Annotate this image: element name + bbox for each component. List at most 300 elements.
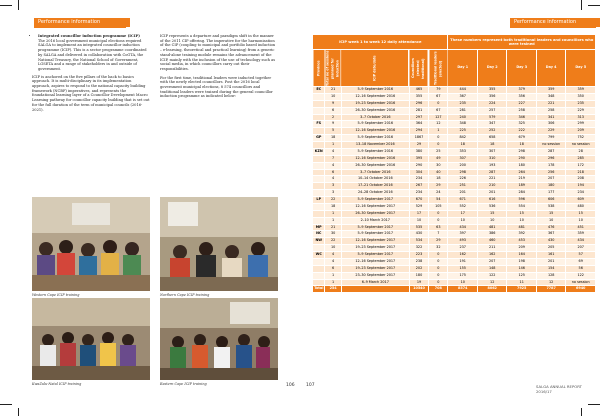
table-cell: 538 [536, 203, 565, 210]
table-total-row [313, 286, 596, 293]
table-cell: 180 [536, 183, 565, 190]
table-cell: 229 [536, 128, 565, 135]
table-cell: 224 [477, 100, 506, 107]
table-cell: NW [313, 238, 325, 245]
total-cell: 7787 [536, 286, 565, 293]
table-cell: 670 [409, 197, 428, 204]
table-cell [313, 265, 325, 272]
table-row [313, 155, 596, 162]
table-cell: 4 [325, 148, 341, 155]
table-cell: 0 [429, 272, 448, 279]
table-cell: 237 [448, 245, 477, 252]
table-cell: 18 [477, 142, 506, 149]
table-cell: 12 [429, 121, 448, 128]
table-cell: 0 [429, 258, 448, 265]
table-cell: 17 [448, 210, 477, 217]
table-cell [313, 114, 325, 121]
table-cell: 200 [448, 162, 477, 169]
table-row [313, 265, 596, 272]
table-cell: 1 [325, 217, 341, 224]
table-row [313, 224, 596, 231]
table-cell: 202 [409, 265, 428, 272]
table-cell: 180 [507, 162, 536, 169]
table-cell: 10 [448, 217, 477, 224]
table-cell: 307 [448, 155, 477, 162]
table-cell: 178 [536, 162, 565, 169]
table-cell: 221 [536, 100, 565, 107]
table-cell: 430 [409, 231, 428, 238]
table-cell: 227 [507, 100, 536, 107]
table-cell: 0 [429, 210, 448, 217]
table-row [313, 217, 596, 224]
table-cell: 25 [429, 148, 448, 155]
table-row [313, 176, 596, 183]
table-cell: 434 [566, 238, 596, 245]
total-cell: Total [313, 286, 325, 293]
table-cell: 3 [325, 183, 341, 190]
table-cell: 281 [409, 107, 428, 114]
table-cell: 235 [448, 100, 477, 107]
column-header: Day 4 [536, 50, 565, 87]
table-cell: 21 [325, 224, 341, 231]
table-cell: 356 [507, 93, 536, 100]
table-cell: 198 [507, 258, 536, 265]
table-cell: 234 [409, 176, 428, 183]
table-cell: 221 [477, 176, 506, 183]
column-header: Day 3 [507, 50, 536, 87]
crop-mark [581, 408, 582, 416]
photo-caption: Western Cape ICIP training [32, 293, 80, 297]
table-cell: 125 [507, 272, 536, 279]
table-cell: 251 [448, 183, 477, 190]
table-cell: 162 [477, 252, 506, 259]
table-cell: 287 [477, 169, 506, 176]
table-cell: 5–9 September 2016 [341, 121, 409, 128]
table-cell: 1 [325, 210, 341, 217]
table-row [313, 93, 596, 100]
column-header: Day 2 [477, 50, 506, 87]
table-cell: 5–9 September 2017 [341, 252, 409, 259]
table-cell: 4 [325, 258, 341, 265]
table-cell: 24 [429, 190, 448, 197]
table-row [313, 162, 596, 169]
table-cell: 12–16 September 2016 [341, 155, 409, 162]
table-cell: 10 [477, 217, 506, 224]
table-cell: 364 [409, 121, 428, 128]
table-cell [313, 162, 325, 169]
table-row [313, 238, 596, 245]
table-cell: 127 [429, 114, 448, 121]
table-cell [313, 190, 325, 197]
photo-caption: Northern Cape ICIP training [160, 293, 210, 297]
table-cell: 359 [536, 87, 565, 94]
photo-caption: Eastern Cape ICIP training [160, 382, 207, 386]
crop-mark [0, 404, 12, 405]
page-number: 106 [286, 383, 295, 388]
table-row [313, 135, 596, 142]
table-cell: 30 [325, 231, 341, 238]
table-cell: 285 [566, 155, 596, 162]
table-cell: 128 [536, 272, 565, 279]
table-cell: 355 [409, 93, 428, 100]
table-row [313, 190, 596, 197]
table-cell: 554 [507, 203, 536, 210]
table-row [313, 100, 596, 107]
crop-mark [18, 408, 19, 416]
table-cell: 5–9 September 2017 [341, 231, 409, 238]
paragraph: ICIP is anchored on the five pillars of the back to basics approach. It is multi-disciplinary in its implementation approach, aspires to respond to the national capacity building framework (NCBF) imperatives, and represents the foundational learning layer of a Councillor Development Macro Learning pathway for councillor capacity building that is set out for the full duration of the term of municipal councils (2016-2021). [32, 74, 150, 112]
table-cell: 234 [409, 190, 428, 197]
table-cell: 367 [536, 231, 565, 238]
table-cell: 12–16 September 2017 [341, 258, 409, 265]
table-cell: 367 [448, 93, 477, 100]
column-header: Traditional leaders (elected) [429, 50, 448, 87]
table-cell: 0 [429, 265, 448, 272]
table-cell: 13–18 November 2016 [341, 142, 409, 149]
table-cell: 122 [566, 272, 596, 279]
table-cell: 19–23 September 2016 [341, 100, 409, 107]
right-page [300, 0, 600, 416]
table-cell: 29 [409, 142, 428, 149]
table-cell: 257 [477, 107, 506, 114]
table-cell: 40 [429, 169, 448, 176]
table-cell: 17–21 October 2016 [341, 183, 409, 190]
table-cell: 5–9 September 2017 [341, 197, 409, 204]
table-cell: 207 [566, 245, 596, 252]
bullet-text: The 2016 local government municipal elections required SALGA to implement an integrated councillor induction programme (ICIP). This is a sector programme coordinated by SALGA and delivered in collaboration with CoGTA, the National Treasury, the National School of Government, LGSETA and a range of stakeholders in and outside of government. [38, 38, 147, 71]
table-cell: FS [313, 121, 325, 128]
table-cell: 12–16 September 2016 [341, 128, 409, 135]
table-cell: 356 [477, 93, 506, 100]
table-cell: 69 [566, 258, 596, 265]
table-cell: 679 [507, 135, 536, 142]
table-cell: 54 [429, 197, 448, 204]
total-cell: 8574 [448, 286, 477, 293]
table-cell: 1 [325, 142, 341, 149]
table-cell: 19–23 September 2017 [341, 245, 409, 252]
table-cell: 281 [448, 107, 477, 114]
bullet-list [32, 34, 150, 72]
table-cell: 310 [477, 155, 506, 162]
table-cell: NC [313, 231, 325, 238]
table-cell [313, 100, 325, 107]
table-cell: 842 [448, 135, 477, 142]
table-cell: 32 [429, 245, 448, 252]
table-cell: 480 [566, 203, 596, 210]
table-cell: 3–7 October 2016 [341, 114, 409, 121]
table-cell: 296 [536, 155, 565, 162]
table-row [313, 121, 596, 128]
table-cell: 606 [536, 197, 565, 204]
table-cell [313, 272, 325, 279]
group-header: These numbers represent both traditional leaders and councillors who were trained [448, 35, 596, 50]
table-cell: 313 [566, 114, 596, 121]
table-cell: 154 [536, 265, 565, 272]
table-cell: 536 [477, 203, 506, 210]
table-cell: 11 [507, 279, 536, 286]
table-cell: 10 [325, 93, 341, 100]
table-cell: 298 [507, 148, 536, 155]
table-cell: 10–14 October 2016 [341, 176, 409, 183]
table-cell: 5–9 September 2016 [341, 148, 409, 155]
table-cell: 298 [448, 169, 477, 176]
section-header: Performance information [34, 18, 130, 27]
table-cell: 1867 [409, 135, 428, 142]
table-cell: 56 [566, 265, 596, 272]
table-cell: 240 [448, 114, 477, 121]
table-cell: 28 [566, 148, 596, 155]
table-cell: 18 [325, 135, 341, 142]
table-cell [313, 93, 325, 100]
table-row [313, 169, 596, 176]
table-cell: 0 [429, 252, 448, 259]
table-row [313, 203, 596, 210]
table-cell: 4 [325, 176, 341, 183]
table-cell: 290 [507, 155, 536, 162]
table-cell: 529 [409, 203, 428, 210]
table-cell: 307 [477, 148, 506, 155]
table-cell: 180 [409, 272, 428, 279]
table-cell: 290 [409, 162, 428, 169]
table-cell: 616 [477, 197, 506, 204]
table-row [313, 231, 596, 238]
header-rule [510, 27, 596, 28]
table-cell: 235 [566, 100, 596, 107]
column-header: ICIP date/date [341, 50, 409, 87]
table-cell: 15 [477, 210, 506, 217]
table-cell: 353 [448, 148, 477, 155]
table-row [313, 128, 596, 135]
footer-title: SALGA ANNUAL REPORT [536, 384, 582, 389]
table-cell: no session [566, 279, 596, 286]
table-cell: 453 [507, 238, 536, 245]
table-cell: 191 [448, 258, 477, 265]
table-cell: 359 [566, 87, 596, 94]
table-cell: 380 [409, 148, 428, 155]
table-column-header-row [313, 50, 596, 87]
table-row [313, 148, 596, 155]
header-rule [34, 27, 126, 28]
table-cell: 79 [429, 87, 448, 94]
table-cell: GP [313, 135, 325, 142]
table-cell: 658 [477, 135, 506, 142]
table-cell: 341 [536, 114, 565, 121]
table-row [313, 107, 596, 114]
photo-illustration [160, 197, 278, 291]
table-cell: 355 [477, 87, 506, 94]
table-cell: 219 [507, 176, 536, 183]
table-cell: 172 [566, 162, 596, 169]
table-cell: 346 [507, 114, 536, 121]
table-cell: 347 [477, 121, 506, 128]
table-cell: 7 [325, 155, 341, 162]
table-cell: 9 [325, 121, 341, 128]
column-header: Day 1 [448, 50, 477, 87]
table-cell: 476 [536, 224, 565, 231]
table-cell: no session [566, 142, 596, 149]
table-cell: 322 [409, 245, 428, 252]
table-cell: 29 [429, 238, 448, 245]
text-column-1 [32, 34, 150, 116]
photo-western-cape [32, 197, 150, 291]
table-cell: 223 [409, 252, 428, 259]
total-cell: 8062 [477, 286, 506, 293]
table-cell: 1 [429, 128, 448, 135]
table-cell: 49 [429, 155, 448, 162]
table-cell: no session [536, 142, 565, 149]
table-cell: 177 [536, 190, 565, 197]
table-cell: 258 [536, 107, 565, 114]
table-cell: 671 [448, 197, 477, 204]
table-cell: 579 [477, 114, 506, 121]
table-cell: 22 [325, 238, 341, 245]
table-group-header-row [313, 35, 596, 50]
table-cell [313, 245, 325, 252]
section-header: Performance information [510, 18, 600, 27]
table-cell: 209 [507, 245, 536, 252]
table-cell: 205 [536, 245, 565, 252]
table-row [313, 245, 596, 252]
page-number: 107 [306, 383, 315, 388]
table-cell: 222 [507, 128, 536, 135]
table-cell: 57 [566, 252, 596, 259]
table-cell: 229 [566, 107, 596, 114]
table-cell: 234 [566, 190, 596, 197]
crop-mark [588, 5, 600, 6]
table-cell: 534 [409, 238, 428, 245]
table-cell: 201 [448, 190, 477, 197]
table-cell: 210 [477, 183, 506, 190]
table-cell [313, 142, 325, 149]
table-cell: 30 [429, 162, 448, 169]
table-cell: 10 [507, 217, 536, 224]
table-cell: 218 [566, 169, 596, 176]
table-cell: 26–30 September 2016 [341, 107, 409, 114]
table-cell: 189 [507, 183, 536, 190]
table-cell: 193 [477, 162, 506, 169]
table-cell: 6 [325, 265, 341, 272]
table-cell [313, 203, 325, 210]
table-cell: 348 [536, 93, 565, 100]
table-cell: 26–30 September 2017 [341, 210, 409, 217]
table-cell: 481 [477, 224, 506, 231]
table-cell: 18 [325, 203, 341, 210]
table-cell: 15 [566, 210, 596, 217]
paragraph: For the first time, traditional leaders were inducted together with the newly elected councillors. Post the 2016 local government municipal elections, 8 574 councillors and traditional leaders were trained during the general councillor induction programme as indicated below: [160, 75, 273, 99]
table-cell: 12–16 September 2017 [341, 238, 409, 245]
table-row [313, 210, 596, 217]
table-cell: 359 [566, 231, 596, 238]
table-cell: 6–9 March 2017 [341, 279, 409, 286]
table-row [313, 197, 596, 204]
table-cell: 294 [409, 128, 428, 135]
total-cell: 7925 [507, 286, 536, 293]
group-header: ICIP week 1 to week 12 daily attendance [313, 35, 448, 50]
table-cell: 304 [409, 169, 428, 176]
table-cell: 379 [507, 87, 536, 94]
table-cell [313, 128, 325, 135]
table-cell: 395 [409, 155, 428, 162]
table-cell: 12–16 September 2016 [341, 93, 409, 100]
column-header: Total no of sessions planned for induction [325, 50, 340, 86]
table-cell: 15 [536, 210, 565, 217]
table-cell: 12 [477, 279, 506, 286]
table-cell: 201 [536, 258, 565, 265]
table-cell: 465 [409, 87, 428, 94]
table-cell: 252 [477, 128, 506, 135]
table-cell: 209 [566, 128, 596, 135]
total-cell: 708 [429, 286, 448, 293]
table-cell: 21 [325, 87, 341, 94]
table-cell: 10 [566, 217, 596, 224]
table-cell: 63 [429, 224, 448, 231]
table-cell: 175 [448, 272, 477, 279]
table-cell: 5–9 September 2016 [341, 135, 409, 142]
total-cell [341, 286, 409, 293]
table-cell: 392 [507, 231, 536, 238]
table-cell: 299 [566, 121, 596, 128]
attendance-table [312, 34, 596, 293]
crop-mark [588, 404, 600, 405]
table-cell: 284 [507, 190, 536, 197]
table-cell: 481 [507, 224, 536, 231]
table-cell: 296 [409, 100, 428, 107]
table-cell: 460 [477, 238, 506, 245]
crop-mark [581, 0, 582, 10]
table-cell: 225 [448, 128, 477, 135]
total-cell: 6940 [566, 286, 596, 293]
table-cell: 5 [325, 128, 341, 135]
table-cell: 430 [536, 238, 565, 245]
table-cell: 552 [448, 203, 477, 210]
table-cell: 0 [429, 100, 448, 107]
table-cell: 24–28 October 2016 [341, 190, 409, 197]
table-cell: 17 [409, 210, 428, 217]
crop-mark [18, 0, 19, 10]
table-cell: 1 [325, 272, 341, 279]
table-cell: 287 [536, 148, 565, 155]
table-cell: 1 [325, 279, 341, 286]
table-cell: 0 [429, 217, 448, 224]
table-cell: 4 [325, 252, 341, 259]
table-cell: 12–16 September 2017 [341, 203, 409, 210]
table-cell [313, 210, 325, 217]
table-cell [313, 258, 325, 265]
table-cell: 207 [536, 176, 565, 183]
table-cell: 18 [507, 142, 536, 149]
table-cell: 15 [507, 210, 536, 217]
table-cell [313, 183, 325, 190]
table-cell: 226 [448, 176, 477, 183]
table-cell: 67 [429, 107, 448, 114]
table-cell: 493 [448, 238, 477, 245]
table-cell: 306 [536, 121, 565, 128]
table-cell: 18 [448, 142, 477, 149]
table-cell: 297 [409, 114, 428, 121]
table-cell: 348 [448, 121, 477, 128]
table-cell: 12 [536, 279, 565, 286]
photo-illustration [32, 298, 150, 380]
table-cell: 10 [448, 279, 477, 286]
bullet-item [38, 34, 150, 72]
total-cell: 10540 [409, 286, 428, 293]
table-cell: 67 [429, 93, 448, 100]
table-cell: 18 [429, 176, 448, 183]
photo-caption: KwaZulu-Natal ICIP training [32, 382, 82, 386]
crop-mark [0, 5, 12, 6]
table-cell: 29 [429, 183, 448, 190]
table-cell: 397 [448, 231, 477, 238]
